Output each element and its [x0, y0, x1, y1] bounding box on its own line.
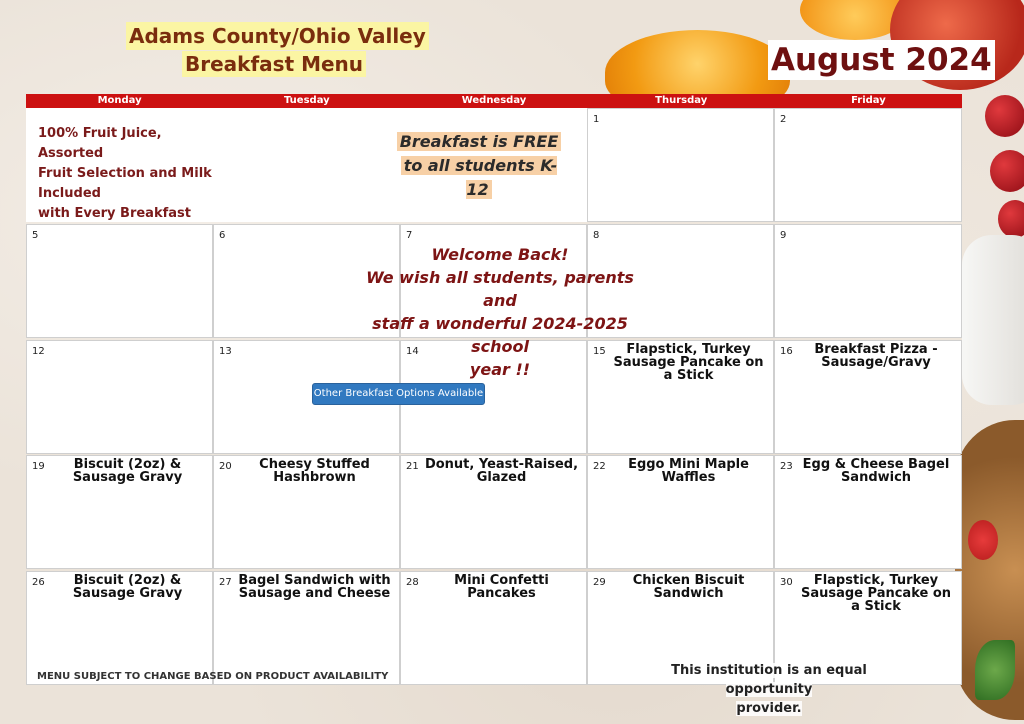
day-number: 15	[593, 346, 606, 357]
day-number: 26	[32, 577, 45, 588]
day-number: 21	[406, 461, 419, 472]
day-number: 12	[32, 346, 45, 357]
day-number: 22	[593, 461, 606, 472]
day-cell	[26, 340, 213, 454]
day-cell	[774, 455, 962, 569]
day-cell	[587, 455, 774, 569]
day-cell	[26, 571, 213, 685]
day-number: 8	[593, 230, 600, 241]
day-number: 20	[219, 461, 232, 472]
cherry-image	[985, 95, 1024, 137]
menu-title: Breakfast Menu	[182, 51, 366, 77]
day-number: 28	[406, 577, 419, 588]
menu-item: Biscuit (2oz) & Sausage Gravy	[72, 457, 183, 485]
day-cell	[26, 455, 213, 569]
menu-item: Biscuit (2oz) & Sausage Gravy	[72, 573, 183, 601]
day-cell	[587, 108, 774, 222]
day-number: 13	[219, 346, 232, 357]
day-number: 2	[780, 114, 787, 125]
calendar	[26, 94, 962, 108]
day-cell	[213, 455, 400, 569]
county-title: Adams County/Ohio Valley	[126, 22, 429, 50]
menu-item: Cheesy Stuffed Hashbrown	[259, 457, 370, 485]
menu-item: Breakfast Pizza - Sausage/Gravy	[814, 342, 938, 370]
menu-item: Eggo Mini Maple Waffles	[628, 457, 749, 485]
menu-item: Mini Confetti Pancakes	[454, 573, 549, 601]
strawberry-image	[968, 520, 998, 560]
day-number: 5	[32, 230, 39, 241]
day-cell	[774, 108, 962, 222]
day-number: 14	[406, 346, 419, 357]
free-breakfast-note: Breakfast is FREE to all students K-12	[390, 130, 568, 202]
weekday-tuesday: Tuesday	[283, 95, 330, 106]
day-number: 29	[593, 577, 606, 588]
day-number: 7	[406, 230, 413, 241]
day-number: 30	[780, 577, 793, 588]
cherry-image	[998, 200, 1024, 238]
day-cell	[213, 571, 400, 685]
day-number: 6	[219, 230, 226, 241]
day-cell	[400, 455, 587, 569]
weekday-wednesday: Wednesday	[461, 95, 527, 106]
welcome-message: Welcome Back! We wish all students, parents and staff a wonderful 2024-2025 school year !!	[366, 245, 634, 379]
menu-item: Bagel Sandwich with Sausage and Cheese	[238, 573, 391, 601]
day-number: 23	[780, 461, 793, 472]
day-number: 19	[32, 461, 45, 472]
day-cell	[400, 571, 587, 685]
menu-item: Chicken Biscuit Sandwich	[632, 573, 745, 601]
menu-item: Flapstick, Turkey Sausage Pancake on a Stick	[613, 342, 764, 383]
weekday-header	[26, 94, 962, 108]
cherry-image	[990, 150, 1024, 192]
included-note: 100% Fruit Juice, Assorted Fruit Selection and Milk Included with Every Breakfast	[38, 126, 212, 221]
day-number: 27	[219, 577, 232, 588]
weekday-monday: Monday	[97, 95, 142, 106]
milk-jar-image	[962, 235, 1024, 405]
day-number: 1	[593, 114, 600, 125]
weekday-thursday: Thursday	[655, 95, 708, 106]
weekday-friday: Friday	[851, 95, 886, 106]
mint-leaf-image	[975, 640, 1015, 700]
menu-change-footnote: MENU SUBJECT TO CHANGE BASED ON PRODUCT AVAILABILITY	[37, 671, 389, 682]
day-cell	[774, 340, 962, 454]
menu-item: Flapstick, Turkey Sausage Pancake on a Stick	[800, 573, 952, 614]
day-cell	[774, 224, 962, 338]
day-number: 16	[780, 346, 793, 357]
equal-opportunity-statement: This institution is an equal opportunity provider.	[671, 663, 867, 716]
menu-item: Donut, Yeast-Raised, Glazed	[424, 457, 579, 485]
day-number: 9	[780, 230, 787, 241]
other-options-button[interactable]: Other Breakfast Options Available	[312, 383, 485, 405]
menu-item: Egg & Cheese Bagel Sandwich	[802, 457, 950, 485]
month-title: August 2024	[768, 40, 995, 80]
day-cell	[26, 224, 213, 338]
